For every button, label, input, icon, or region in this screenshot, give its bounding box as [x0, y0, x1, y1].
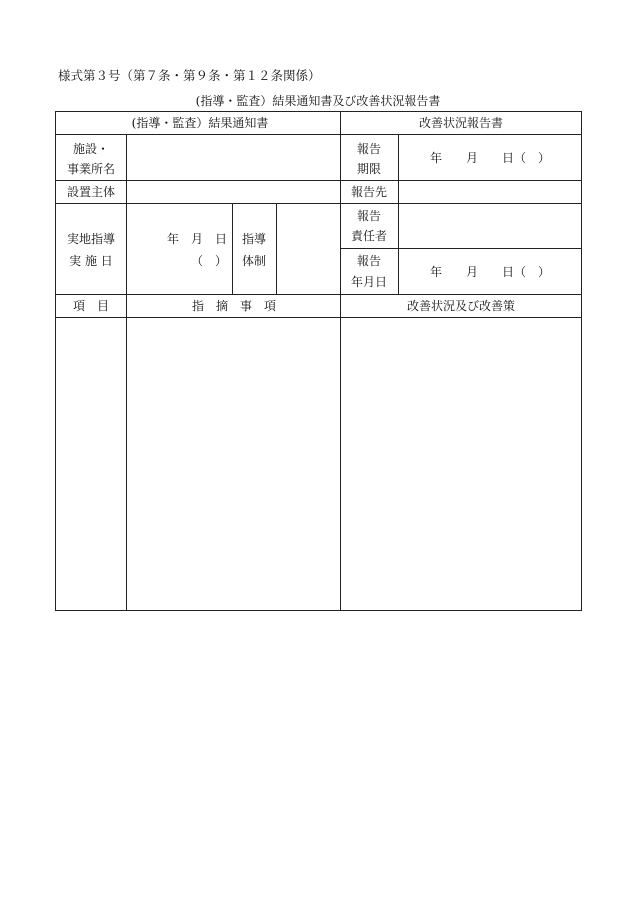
col-findings-header: 指 摘 事 項: [191, 299, 277, 313]
form-number: 様式第３号（第７条・第９条・第１２条関係）: [58, 68, 321, 83]
responsible-label-line2: 責任者: [350, 229, 388, 243]
facility-label-line2: 事業所名: [66, 162, 116, 176]
improvement-body-cell[interactable]: [341, 318, 581, 610]
report-to-label: 報告先: [350, 185, 388, 199]
col-item-header: 項 目: [72, 299, 110, 313]
report-date-label-line2: 年月日: [350, 275, 388, 289]
inspection-label-line1: 実地指導: [66, 232, 116, 246]
guidance-system-line1: 指導: [241, 232, 267, 246]
responsible-label-line1: 報告: [356, 209, 382, 223]
report-deadline-label-line1: 報告: [356, 142, 382, 156]
inspection-date-line1: 年 月 日: [166, 232, 228, 246]
report-date-label-line1: 報告: [356, 254, 382, 268]
establisher-label: 設置主体: [66, 185, 116, 199]
left-header: (指導・監査）結果通知書: [131, 116, 269, 130]
guidance-system-line2: 体制: [241, 254, 267, 268]
inspection-date-line2: （ ）: [190, 254, 228, 268]
form-title: (指導・監査）結果通知書及び改善状況報告書: [195, 94, 441, 108]
right-header: 改善状況報告書: [418, 116, 504, 130]
item-body-cell[interactable]: [56, 318, 126, 610]
report-date-value: 年 月 日（ ）: [429, 265, 551, 279]
report-deadline-value: 年 月 日（ ）: [429, 151, 551, 165]
findings-body-cell[interactable]: [127, 318, 340, 610]
report-deadline-label-line2: 期限: [356, 162, 382, 176]
inspection-label-line2: 実 施 日: [69, 254, 113, 268]
col-improvement-header: 改善状況及び改善策: [406, 299, 516, 313]
facility-label-line1: 施設・: [72, 142, 110, 156]
